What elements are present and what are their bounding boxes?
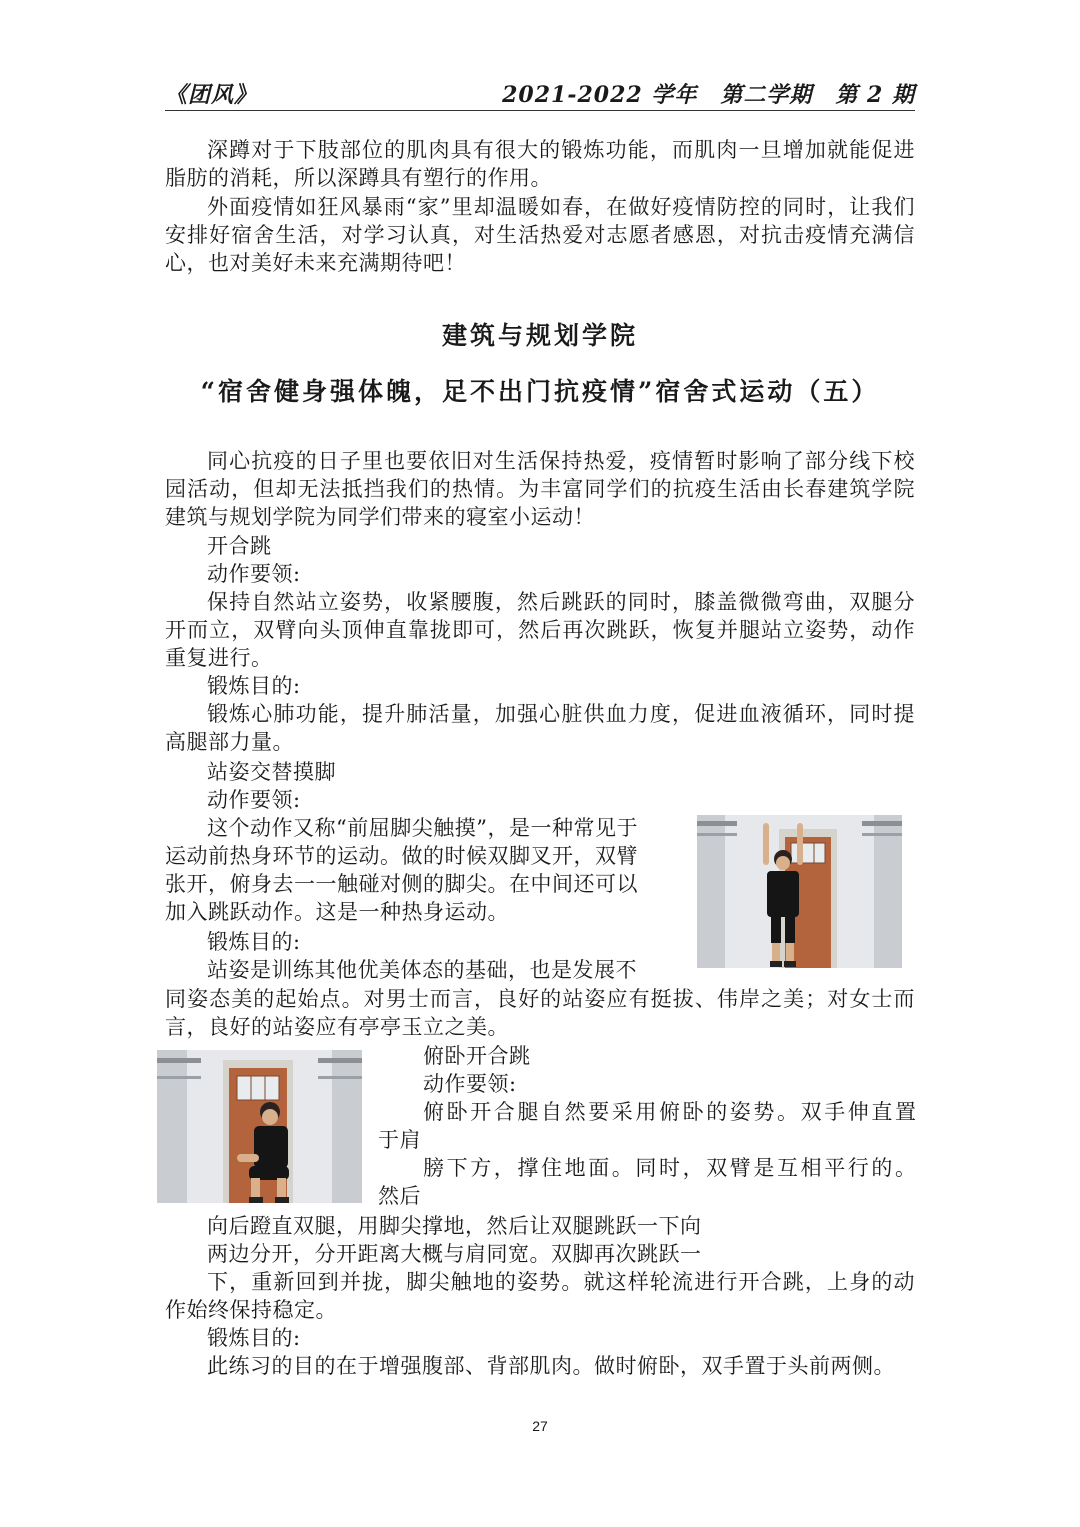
intro-paragraph-1: 深蹲对于下肢部位的肌肉具有很大的锻炼功能，而肌肉一旦增加就能促进脂肪的消耗，所以深蹲具有塑行的作用。 <box>165 138 915 190</box>
exercise2-purpose-label: 锻炼目的: <box>207 930 301 954</box>
exercise3-method-label: 动作要领: <box>423 1072 517 1096</box>
exercise3-side-line: 然后 <box>378 1184 421 1208</box>
exercise3-purpose-label: 锻炼目的: <box>207 1326 301 1350</box>
exercise2-method-line: 运动前热身环节的运动。做的时候双脚叉开，双臂 <box>165 844 638 868</box>
exercise2-purpose-rest: 同姿态美的起始点。对男士而言，良好的站姿应有挺拔、伟岸之美；对女士而言，良好的站姿应有亭亭玉立之美。 <box>165 987 915 1039</box>
exercise2-method-label: 动作要领: <box>207 788 301 812</box>
article-title: “宿舍健身强体魄，足不出门抗疫情”宿舍式运动（五） <box>200 377 880 406</box>
standing-exercise-illustration <box>697 815 902 968</box>
prone-exercise-photo <box>157 1050 362 1203</box>
header-divider <box>165 110 915 111</box>
exercise3-method-line: 两边分开，分开距离大概与肩同宽。双脚再次跳跃一 <box>207 1242 702 1266</box>
prone-exercise-illustration <box>157 1050 362 1203</box>
exercise1-method-label: 动作要领: <box>207 562 301 586</box>
standing-exercise-photo <box>697 815 902 968</box>
exercise2-purpose-line: 站姿是训练其他优美体态的基础，也是发展不 <box>207 958 637 982</box>
page-number: 27 <box>532 1418 548 1434</box>
article-intro: 同心抗疫的日子里也要依旧对生活保持热爱，疫情暂时影响了部分线下校园活动，但却无法抵挡我们的热情。为丰富同学们的抗疫生活由长春建筑学院建筑与规划学院为同学们带来的寝室小运动！ <box>165 449 915 529</box>
intro-paragraph-2: 外面疫情如狂风暴雨“家”里却温暖如春，在做好疫情防控的同时，让我们安排好宿舍生活，对学习认真，对生活热爱对志愿者感恩，对抗击疫情充满信心，也对美好未来充满期待吧！ <box>165 195 915 275</box>
exercise3-side-line: 于肩 <box>378 1128 421 1152</box>
exercise1-name: 开合跳 <box>207 534 272 558</box>
college-heading: 建筑与规划学院 <box>441 321 638 350</box>
issue-info: 2021-2022 学年 第二学期 第 2 期 <box>502 82 915 108</box>
exercise3-side-line: 膀下方，撑住地面。同时，双臂是互相平行的。 <box>423 1156 919 1180</box>
exercise2-method-line: 这个动作又称“前屈脚尖触摸”，是一种常见于 <box>207 816 638 840</box>
exercise3-method-line: 向后蹬直双腿，用脚尖撑地，然后让双腿跳跃一下向 <box>207 1214 702 1238</box>
exercise3-name: 俯卧开合跳 <box>423 1044 531 1068</box>
exercise1-purpose: 锻炼心肺功能，提升肺活量，加强心脏供血力度，促进血液循环，同时提高腿部力量。 <box>165 702 915 754</box>
exercise2-method-line: 张开，俯身去一一触碰对侧的脚尖。在中间还可以 <box>165 872 638 896</box>
exercise3-method-rest: 下，重新回到并拢，脚尖触地的姿势。就这样轮流进行开合跳，上身的动作始终保持稳定。 <box>165 1270 915 1322</box>
exercise2-name: 站姿交替摸脚 <box>207 760 336 784</box>
exercise3-side-line: 俯卧开合腿自然要采用俯卧的姿势。双手伸直置 <box>423 1100 919 1124</box>
exercise1-method: 保持自然站立姿势，收紧腰腹，然后跳跃的同时，膝盖微微弯曲，双腿分开而立，双臂向头顶伸直靠拢即可，然后再次跳跃，恢复并腿站立姿势，动作重复进行。 <box>165 590 915 670</box>
exercise3-purpose: 此练习的目的在于增强腹部、背部肌肉。做时俯卧，双手置于头前两侧。 <box>207 1354 895 1378</box>
exercise2-method-line: 加入跳跃动作。这是一种热身运动。 <box>165 900 509 924</box>
publication-name: 《团风》 <box>165 82 258 108</box>
exercise1-purpose-label: 锻炼目的: <box>207 674 301 698</box>
